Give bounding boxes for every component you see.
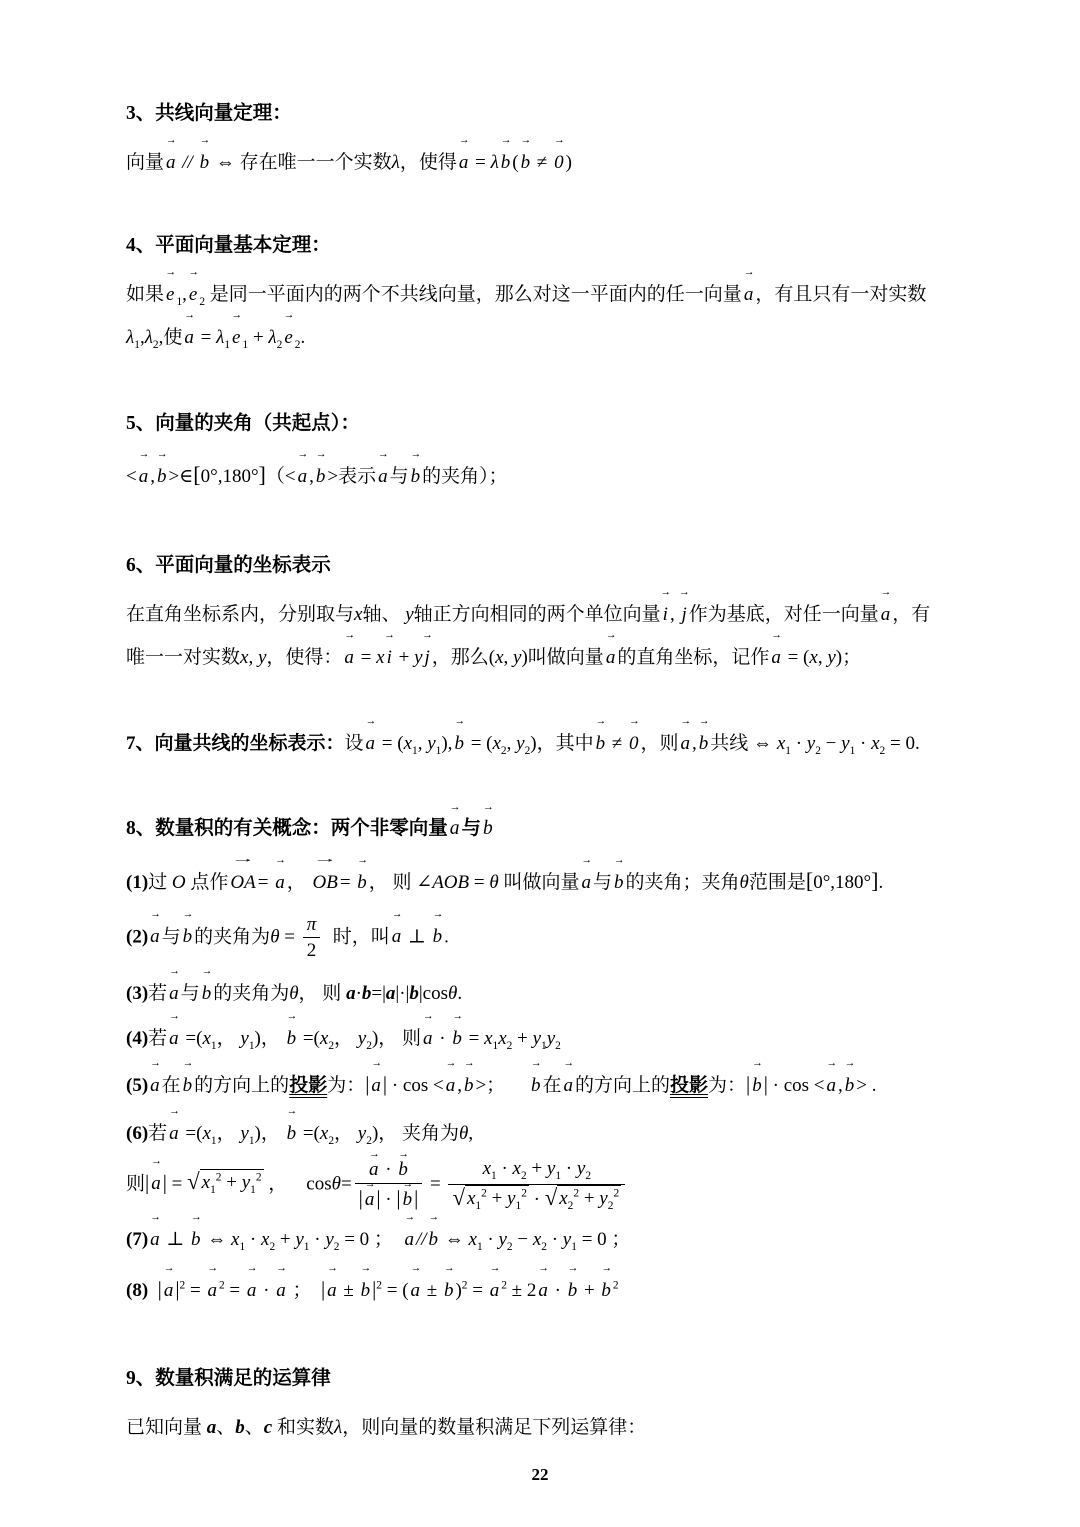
section-8-item-2: (2) a → 与 b → 的夹角为θ = $\frac{\pi}{2}$ 时，叫 a → ⊥ b → . bbox=[126, 912, 964, 964]
section-5-heading: 5、向量的夹角（共起点）： bbox=[126, 412, 361, 434]
section-4-paragraph-1: 如果 e → $_1$, e → $_2$ 是同一平面内的两个不共线向量，那么对这一平面内的任一向量 a → ，有且只有一对实数 bbox=[126, 275, 964, 315]
section-7-heading: 7、向量共线的坐标表示： bbox=[126, 732, 345, 754]
section-8-item-4: (4)若 $a \to =(x_1$， $y_1$)， $b \to =(x_2$， $y_2$)， 则 a → · b → = $x_1x_2 + y_1y_2$ bbox=[126, 1019, 964, 1059]
section-8-item-5: (5) a → 在 b → 的方向上的投影为：| a →| · cos < a → , b → >； b → 在 a → 的方向上的投影为：| b →| · cos < a → , b → > . bbox=[126, 1063, 964, 1106]
section-8-item-8: (8) | $a \to|^2 = a \to ^2 = a$ → · a → ； | a → ± $b \to|^2$ = ( a → ± b → )$^2$ = a → $^2$ ± 2 a → · b → + b → $^2$ bbox=[126, 1268, 964, 1311]
section-9-paragraph: 已知向量 a、b、c 和实数λ，则向量的数量积满足下列运算律： bbox=[126, 1416, 647, 1438]
section-8-item-7: (7) a → ⊥ b → ⇔ $x_1 \cdot x_2 + y_1 \cdot y_2 = 0$ ； a → // b → ⇔ $x_1 \cdot y_2 - x_2 \cdot y_1 = 0$ ； bbox=[126, 1220, 964, 1260]
section-6-paragraph-1: 在直角坐标系内，分别取与x轴、 y轴正方向相同的两个单位向量 i → , j → 作为基底，对任一向量 a → ，有 bbox=[126, 595, 964, 635]
section-5-formula: < a → , b → >∈[0°,180°]（< a → , b → >表示 a → 与 b → 的夹角）； bbox=[126, 452, 964, 498]
section-4-heading: 4、平面向量基本定理： bbox=[126, 235, 331, 257]
section-7-formula: 设 a → = ($x_1$, $y_1$), b → = ($x_2$, $y_2$)，其中 b → ≠ 0 → ，则 a → , b → 共线 ⇔ $x_1 \cdot y_2 - y_1 \cdot x_2 = 0$. bbox=[345, 733, 920, 754]
section-8-item-6-line-2: 则| a →| = √ $x_1^2 + y_1^2$ ， cosθ= $\frac{a \to \cdot b \to}{| a \to| \cdot | b \to|}$ = $x_1 \cdot x_2 + y_1 \cdot y_2$ √ $x_1^2 + y_1^2$ · √ $x_2^2 + y_2^2$ bbox=[126, 1156, 964, 1214]
section-8-item-1: (1)过 O 点作 OA → = a → ， OB → = b → ， 则 ∠AOB = θ 叫做向量 a → 与 b → 的夹角；夹角θ范围是[0°,180°]. bbox=[126, 858, 964, 904]
page-number: 22 bbox=[531, 1465, 549, 1484]
section-8-item-3: (3)若 a → 与 b → 的夹角为θ， 则 a·b=|a|·|b|cosθ. bbox=[126, 974, 964, 1014]
section-4-paragraph-2: $\lambda_1,\lambda_2$,使 a → = $\lambda_1$ $e \to _1 + \lambda_2$ e → $_2$. bbox=[126, 318, 964, 358]
section-6-heading: 6、平面向量的坐标表示 bbox=[126, 555, 331, 577]
section-7-line bbox=[126, 724, 964, 764]
section-6-paragraph-2: 唯一一对实数x, y，使得： a → = x i → + y j → ，那么(x, y)叫做向量 a → 的直角坐标，记作 a → = (x, y)； bbox=[126, 638, 964, 678]
section-9-heading: 9、数量积满足的运算律 bbox=[126, 1368, 331, 1390]
section-8-item-6-line-1: (6)若 $a \to =(x_1$， $y_1$)， $b \to =(x_2$， $y_2$)， 夹角为θ, bbox=[126, 1114, 964, 1154]
section-3-formula: 向量 a → // b → ⇔ 存在唯一一个实数λ，使得 a → = λ b → ( b → ≠ 0 → ) bbox=[126, 143, 964, 183]
section-3-heading: 3、共线向量定理： bbox=[126, 103, 292, 124]
section-8-heading: 8、数量积的有关概念：两个非零向量 a → 与 b → bbox=[126, 809, 964, 850]
